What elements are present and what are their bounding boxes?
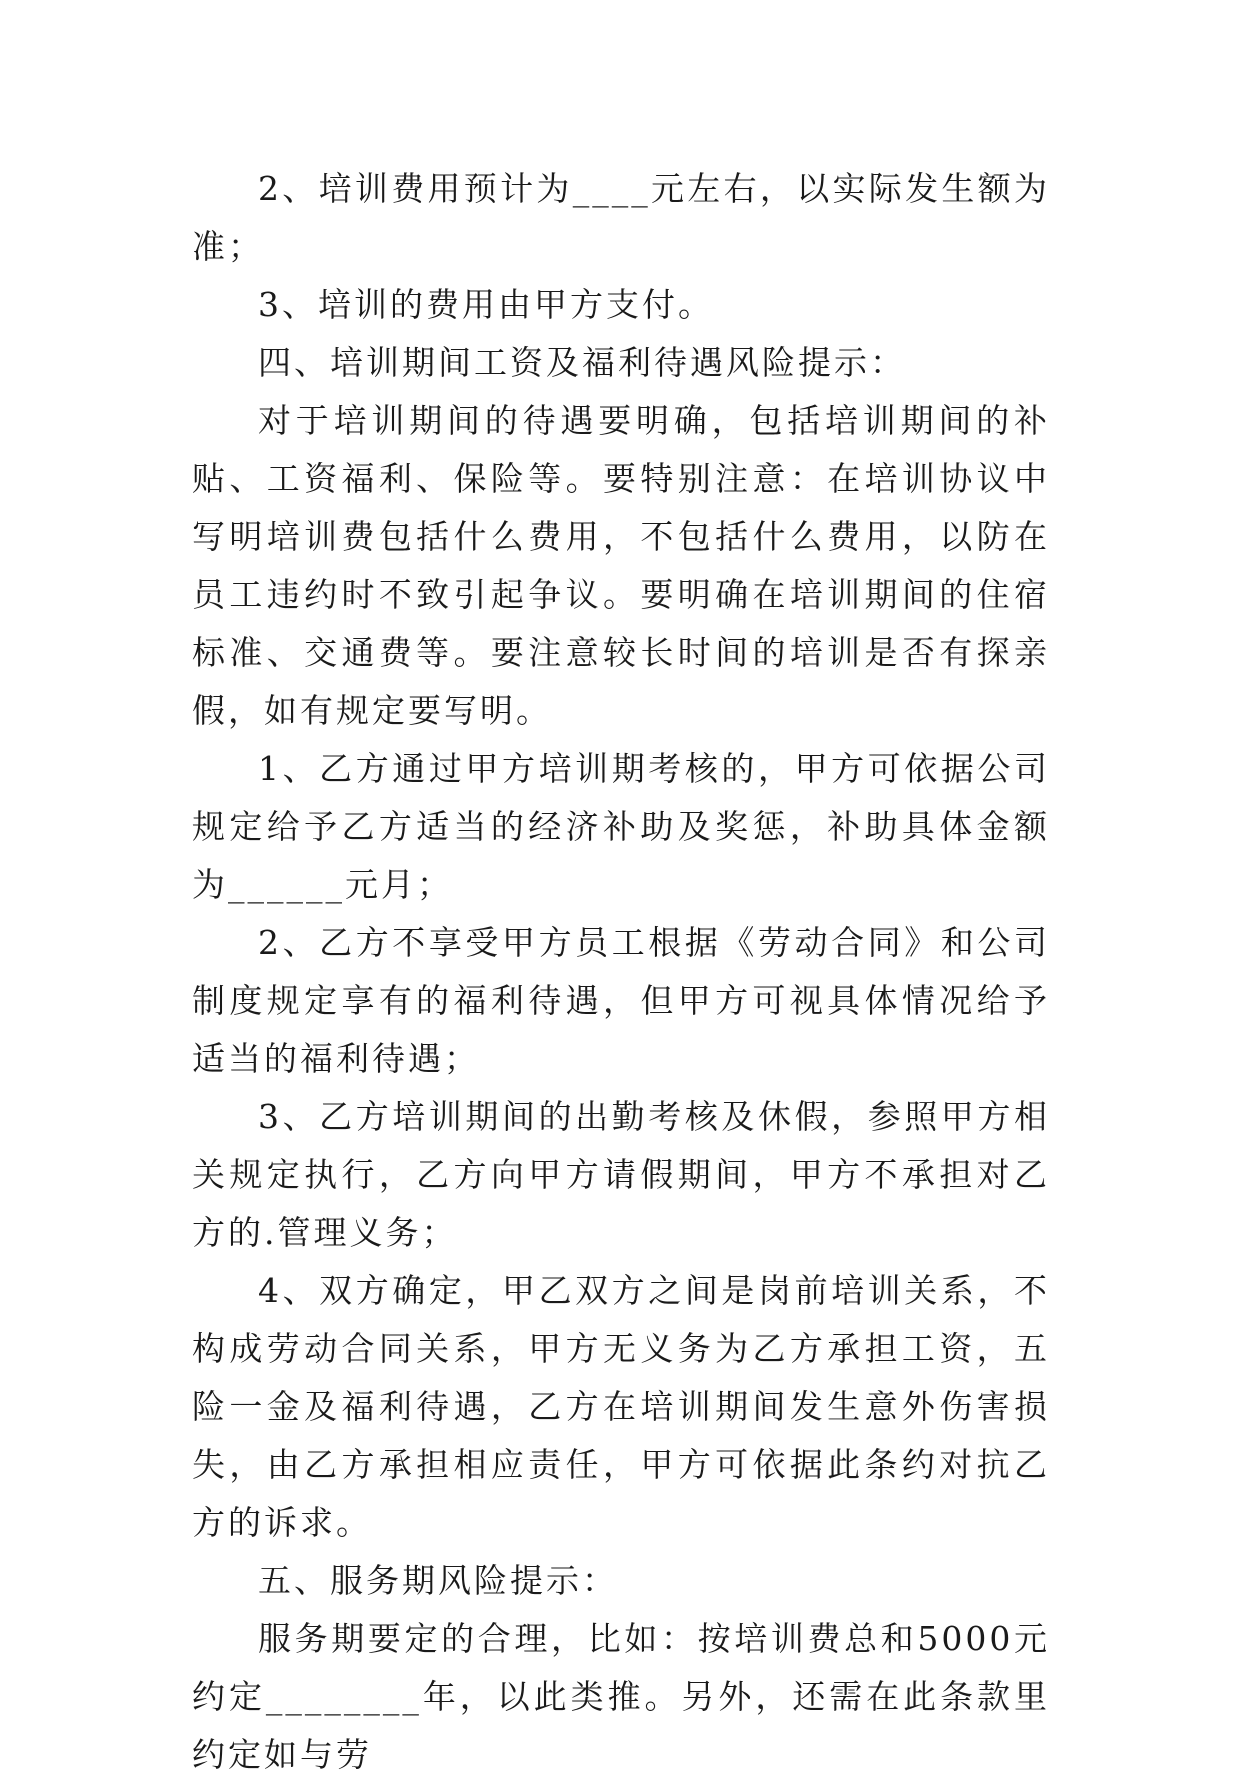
- paragraph-fee-payer: 3、培训的费用由甲方支付。: [258, 285, 714, 324]
- section-heading-service-period: 五、服务期风险提示：: [258, 1561, 618, 1600]
- document-body: [192, 160, 1050, 1784]
- paragraph-clause-1-subsidy: 1、乙方通过甲方培训期考核的，甲方可依据公司规定给予乙方适当的经济补助及奖惩，补助具体金额为______元月；: [192, 749, 1050, 904]
- paragraph-clause-2-welfare: 2、乙方不享受甲方员工根据《劳动合同》和公司制度规定享有的福利待遇，但甲方可视具体情况给予适当的福利待遇；: [192, 923, 1050, 1078]
- paragraph-clause-3-attendance: 3、乙方培训期间的出勤考核及休假，参照甲方相关规定执行，乙方向甲方请假期间，甲方不承担对乙方的.管理义务；: [192, 1097, 1050, 1252]
- paragraph-treatment-clarity: 对于培训期间的待遇要明确，包括培训期间的补贴、工资福利、保险等。要特别注意：在培训协议中写明培训费包括什么费用，不包括什么费用，以防在员工违约时不致引起争议。要明确在培训期间的住宿标准、交通费等。要注意较长时间的培训是否有探亲假，如有规定要写明。: [192, 401, 1050, 730]
- paragraph-fee-estimate: 2、培训费用预计为____元左右，以实际发生额为准；: [192, 169, 1050, 266]
- paragraph-clause-4-relationship: 4、双方确定，甲乙双方之间是岗前培训关系，不构成劳动合同关系，甲方无义务为乙方承担工资，五险一金及福利待遇，乙方在培训期间发生意外伤害损失，由乙方承担相应责任，甲方可依据此条约对抗乙方的诉求。: [192, 1271, 1050, 1542]
- paragraph-service-period: 服务期要定的合理，比如：按培训费总和5000元约定________年，以此类推。另外，还需在此条款里约定如与劳: [192, 1619, 1050, 1774]
- section-heading-salary-welfare: 四、培训期间工资及福利待遇风险提示：: [258, 343, 906, 382]
